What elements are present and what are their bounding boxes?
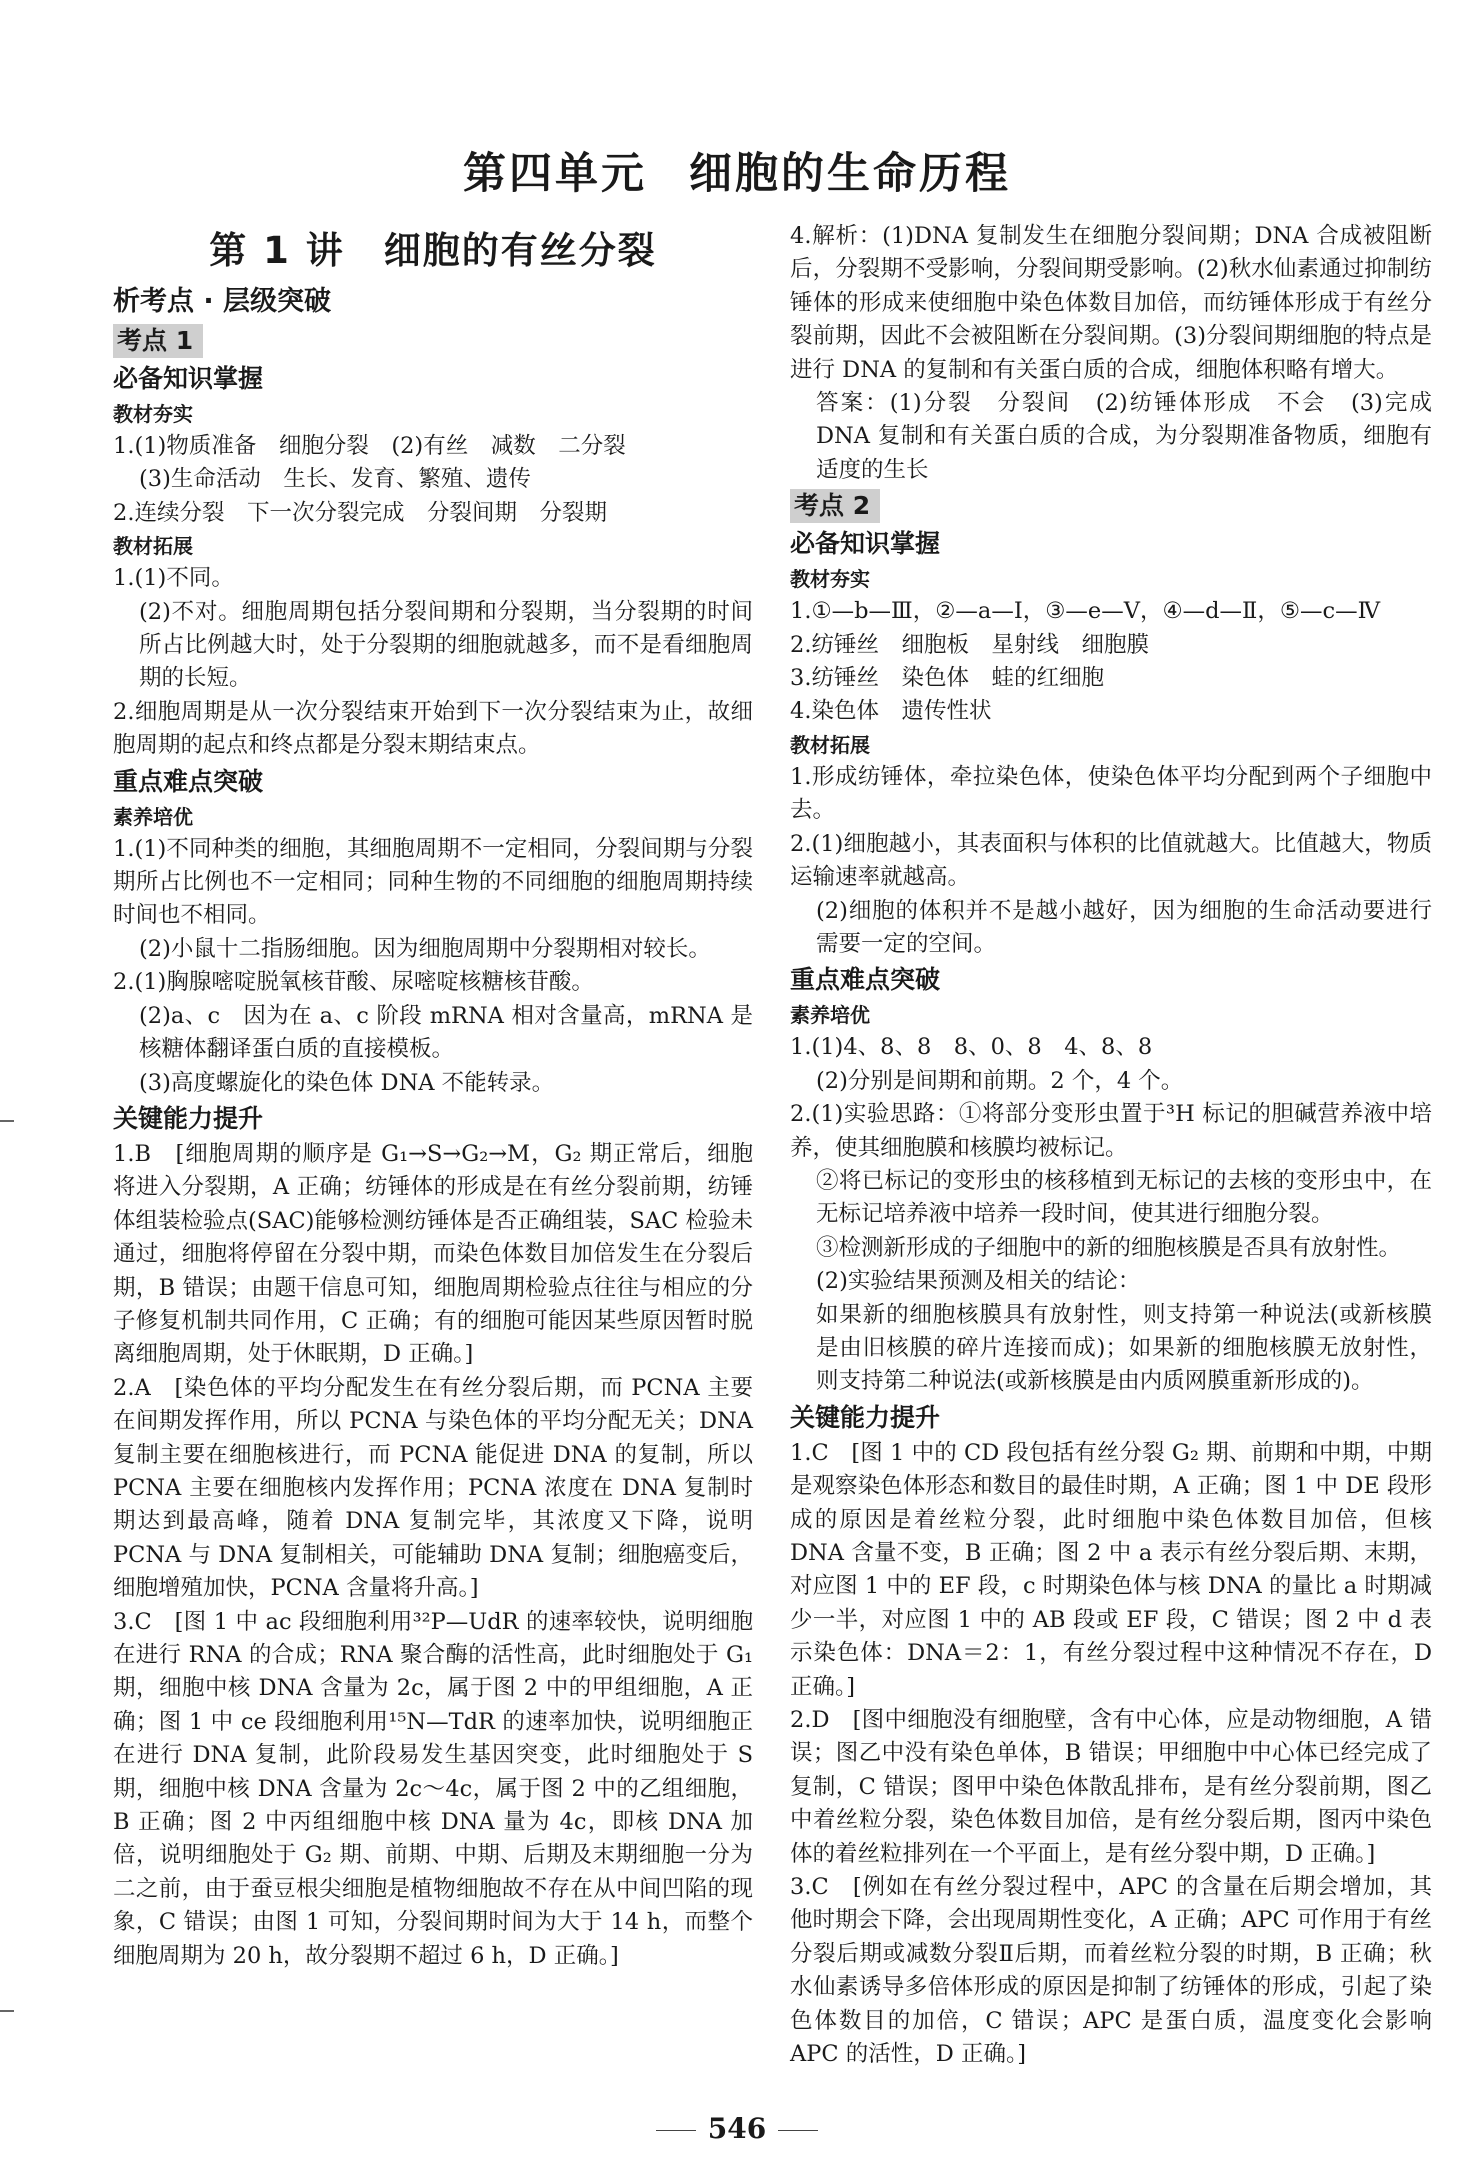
right-column: [790, 220, 1432, 2072]
paragraph: 3.C [图 1 中 ac 段细胞利用³²P—UdR 的速率较快，说明细胞在进行 RNA 的合成；RNA 聚合酶的活性高，此时细胞处于 G₁ 期，细胞中核 DNA 含量为 2c，属于图 2 中的甲组细胞，A 正确；图 1 中 ce 段细胞利用¹⁵N—TdR 的速率加快，说明细胞正在进行 DNA 复制，此阶段易发生基因突变，此时细胞处于 S 期，细胞中核 DNA 含量为 2c～4c，属于图 2 中的乙组细胞，B 正确；图 2 中丙组细胞中核 DNA 量为 4c，即核 DNA 加倍，说明细胞处于 G₂ 期、前期、中期、后期及末期细胞一分为二之前，由于蚕豆根尖细胞是植物细胞故不存在从中间凹陷的现象，C 错误；由图 1 可知，分裂间期时间为大于 14 h，而整个细胞周期为 20 h，故分裂期不超过 6 h，D 正确。]: [113, 1608, 753, 1969]
paragraph: (2)细胞的体积并不是越小越好，因为细胞的生命活动要进行需要一定的空间。: [816, 897, 1432, 957]
paragraph: ③检测新形成的子细胞中的新的细胞核膜是否具有放射性。: [816, 1234, 1402, 1261]
paragraph: 3.纺锤丝 染色体 蛙的红细胞: [790, 665, 1104, 692]
paragraph: (2)实验结果预测及相关的结论：: [816, 1268, 1141, 1295]
paragraph: (3)高度螺旋化的染色体 DNA 不能转录。: [139, 1069, 555, 1096]
paragraph: 1.(1)物质准备 细胞分裂 (2)有丝 减数 二分裂: [113, 433, 626, 459]
unit-title-name: 细胞的生命历程: [689, 149, 1011, 199]
subsection-heading: 必备知识掌握: [113, 364, 264, 393]
subsection-heading: 重点难点突破: [790, 965, 941, 995]
paragraph: 2.细胞周期是从一次分裂结束开始到下一次分裂结束为止，故细胞周期的起点和终点都是分裂末期结束点。: [113, 698, 753, 759]
unit-title: [0, 140, 1474, 201]
page-number: 546: [0, 2112, 1474, 2145]
topic-tag: 考点 2: [790, 489, 880, 523]
mini-heading: 教材拓展: [113, 534, 193, 559]
paragraph: 1.(1)不同。: [113, 565, 234, 592]
margin-mark: [0, 1120, 14, 1122]
paragraph: (2)分别是间期和前期。2 个，4 个。: [816, 1067, 1184, 1094]
paragraph: 答案：(1)分裂 分裂间 (2)纺锤体形成 不会 (3)完成 DNA 复制和有关蛋白质的合成，为分裂期准备物质，细胞有适度的生长: [816, 390, 1432, 483]
paragraph: 2.(1)胸腺嘧啶脱氧核苷酸、尿嘧啶核糖核苷酸。: [113, 969, 594, 996]
unit-title-number: 第四单元: [463, 149, 647, 199]
subsection-heading: 必备知识掌握: [790, 529, 941, 559]
paragraph: 3.C [例如在有丝分裂过程中，APC 的含量在后期会增加，其他时期会下降，会出现周期性变化，A 正确；APC 可作用于有丝分裂后期或减数分裂Ⅱ后期，而着丝粒分裂的时期，B 正确；秋水仙素诱导多倍体形成的原因是抑制了纺锤体的形成，引起了染色体数目的加倍，C 错误；APC 是蛋白质，温度变化会影响 APC 的活性，D 正确。]: [790, 1874, 1432, 2068]
margin-mark: [0, 2010, 14, 2012]
topic-tag: 考点 1: [113, 324, 203, 358]
mini-heading: 素养培优: [790, 1003, 870, 1028]
left-column: [113, 228, 753, 1973]
section-heading: 析考点 · 层级突破: [113, 286, 332, 317]
paragraph: 2.(1)实验思路：①将部分变形虫置于³H 标记的胆碱营养液中培养，使其细胞膜和核膜均被标记。: [790, 1101, 1432, 1161]
mini-heading: 教材夯实: [113, 402, 193, 426]
subsection-heading: 关键能力提升: [113, 1103, 264, 1133]
mini-heading: 教材拓展: [790, 732, 870, 757]
paragraph: 如果新的细胞核膜具有放射性，则支持第一种说法(或新核膜是由旧核膜的碎片连接而成)；如果新的细胞核膜无放射性，则支持第二种说法(或新核膜是由内质网膜重新形成的)。: [816, 1301, 1432, 1395]
paragraph: 1.C [图 1 中的 CD 段包括有丝分裂 G₂ 期、前期和中期，中期是观察染色体形态和数目的最佳时期，A 正确；图 1 中 DE 段形成的原因是着丝粒分裂，此时细胞中染色体数目加倍，但核 DNA 含量不变，B 正确；图 2 中 a 表示有丝分裂后期、末期，对应图 1 中的 EF 段，c 时期染色体与核 DNA 的量比 a 时期减少一半，对应图 1 中的 AB 段或 EF 段，C 错误；图 2 中 d 表示染色体：DNA＝2：1，有丝分裂过程中这种情况不存在，D 正确。]: [790, 1439, 1432, 1700]
lesson-title: 第 1 讲 细胞的有丝分裂: [209, 229, 657, 272]
paragraph: (2)不对。细胞周期包括分裂间期和分裂期，当分裂期的时间所占比例越大时，处于分裂期的细胞就越多，而不是看细胞周期的长短。: [139, 598, 753, 692]
paragraph: (2)a、c 因为在 a、c 阶段 mRNA 相对含量高，mRNA 是核糖体翻译蛋白质的直接模板。: [139, 1002, 753, 1063]
paragraph: 1.(1)不同种类的细胞，其细胞周期不一定相同，分裂间期与分裂期所占比例也不一定相同；同种生物的不同细胞的细胞周期持续时间也不相同。: [113, 835, 753, 929]
paragraph: 2.D [图中细胞没有细胞壁，含有中心体，应是动物细胞，A 错误；图乙中没有染色单体，B 错误；甲细胞中中心体已经完成了复制，C 错误；图甲中染色体散乱排布，是有丝分裂前期，图乙中着丝粒分裂，染色体数目加倍，是有丝分裂后期，图丙中染色体的着丝粒排列在一个平面上，是有丝分裂中期，D 正确。]: [790, 1707, 1432, 1867]
mini-heading: 素养培优: [113, 804, 193, 829]
paragraph: (2)小鼠十二指肠细胞。因为细胞周期中分裂期相对较长。: [139, 935, 711, 962]
paragraph: 2.A [染色体的平均分配发生在有丝分裂后期，而 PCNA 主要在间期发挥作用，所以 PCNA 与染色体的平均分配无关；DNA 复制主要在细胞核进行，而 PCNA 能促进 DNA 的复制，所以 PCNA 主要在细胞核内发挥作用；PCNA 浓度在 DNA 复制时期达到最高峰，随着 DNA 复制完毕，其浓度又下降，说明 PCNA 与 DNA 复制相关，可能辅助 DNA 复制；细胞癌变后，细胞增殖加快，PCNA 含量将升高。]: [113, 1374, 753, 1602]
paragraph: 4.解析：(1)DNA 复制发生在细胞分裂间期；DNA 合成被阻断后，分裂期不受影响，分裂间期受影响。(2)秋水仙素通过抑制纺锤体的形成来使细胞中染色体数目加倍，而纺锤体形成于有丝分裂前期，因此不会被阻断在分裂间期。(3)分裂间期细胞的特点是进行 DNA 的复制和有关蛋白质的合成，细胞体积略有增大。: [790, 223, 1432, 383]
subsection-heading: 关键能力提升: [790, 1402, 941, 1432]
paragraph: 1.(1)4、8、8 8、0、8 4、8、8: [790, 1034, 1153, 1061]
paragraph: 1.①—b—Ⅲ，②—a—Ⅰ，③—e—Ⅴ，④—d—Ⅱ，⑤—c—Ⅳ: [790, 598, 1381, 625]
paragraph: 2.纺锤丝 细胞板 星射线 细胞膜: [790, 631, 1149, 658]
paragraph: 2.连续分裂 下一次分裂完成 分裂间期 分裂期: [113, 499, 607, 526]
paragraph: 1.形成纺锤体，牵拉染色体，使染色体平均分配到两个子细胞中去。: [790, 763, 1432, 824]
mini-heading: 教材夯实: [790, 567, 870, 592]
paragraph: 2.(1)细胞越小，其表面积与体积的比值就越大。比值越大，物质运输速率就越高。: [790, 830, 1432, 891]
paragraph: 4.染色体 遗传性状: [790, 698, 992, 725]
paragraph: ②将已标记的变形虫的核移植到无标记的去核的变形虫中，在无标记培养液中培养一段时间，使其进行细胞分裂。: [816, 1167, 1432, 1228]
subsection-heading: 重点难点突破: [113, 766, 264, 796]
paragraph: (3)生命活动 生长、发育、繁殖、遗传: [139, 466, 531, 493]
paragraph: 1.B [细胞周期的顺序是 G₁→S→G₂→M，G₂ 期正常后，细胞将进入分裂期，A 正确；纺锤体的形成是在有丝分裂前期，纺锤体组装检验点(SAC)能够检测纺锤体是否正确组装，SAC 检验未通过，细胞将停留在分裂中期，而染色体数目加倍发生在分裂后期，B 错误；由题干信息可知，细胞周期检验点往往与相应的分子修复机制共同作用，C 正确；有的细胞可能因某些原因暂时脱离细胞周期，处于休眠期，D 正确。]: [113, 1140, 753, 1368]
